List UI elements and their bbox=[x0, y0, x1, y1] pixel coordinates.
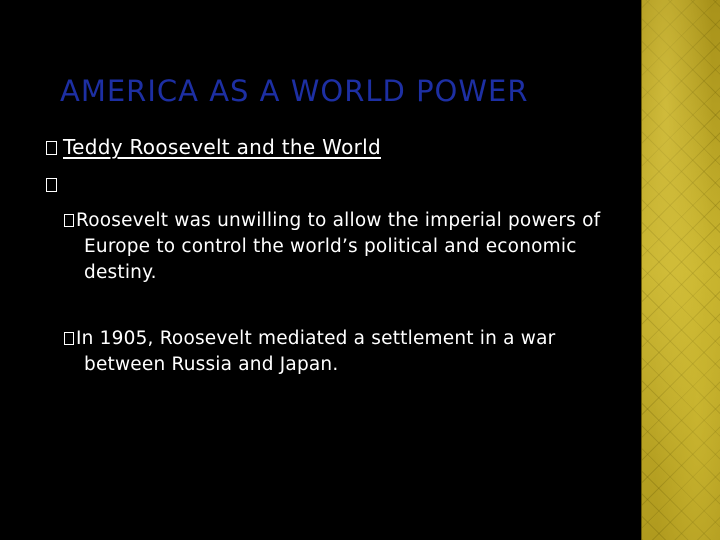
slide-title: AMERICA AS A WORLD POWER bbox=[60, 74, 529, 108]
bullet-square-icon bbox=[64, 214, 74, 227]
sub-bullet bbox=[64, 208, 604, 286]
bullet-square-icon bbox=[46, 178, 57, 192]
sub-bullet-text: Roosevelt was unwilling to allow the imperial powers of Europe to control the world’s political and economic destiny. bbox=[76, 210, 601, 283]
heading-bullet bbox=[46, 135, 381, 159]
sub-bullet-text: In 1905, Roosevelt mediated a settlement in a war between Russia and Japan. bbox=[76, 328, 556, 375]
bullet-square-icon bbox=[64, 332, 74, 345]
empty-bullet bbox=[46, 176, 57, 195]
decorative-side-panel bbox=[641, 0, 720, 540]
bullet-square-icon bbox=[46, 141, 57, 155]
sub-bullet bbox=[64, 326, 604, 378]
heading-text: Teddy Roosevelt and the World bbox=[63, 135, 381, 159]
